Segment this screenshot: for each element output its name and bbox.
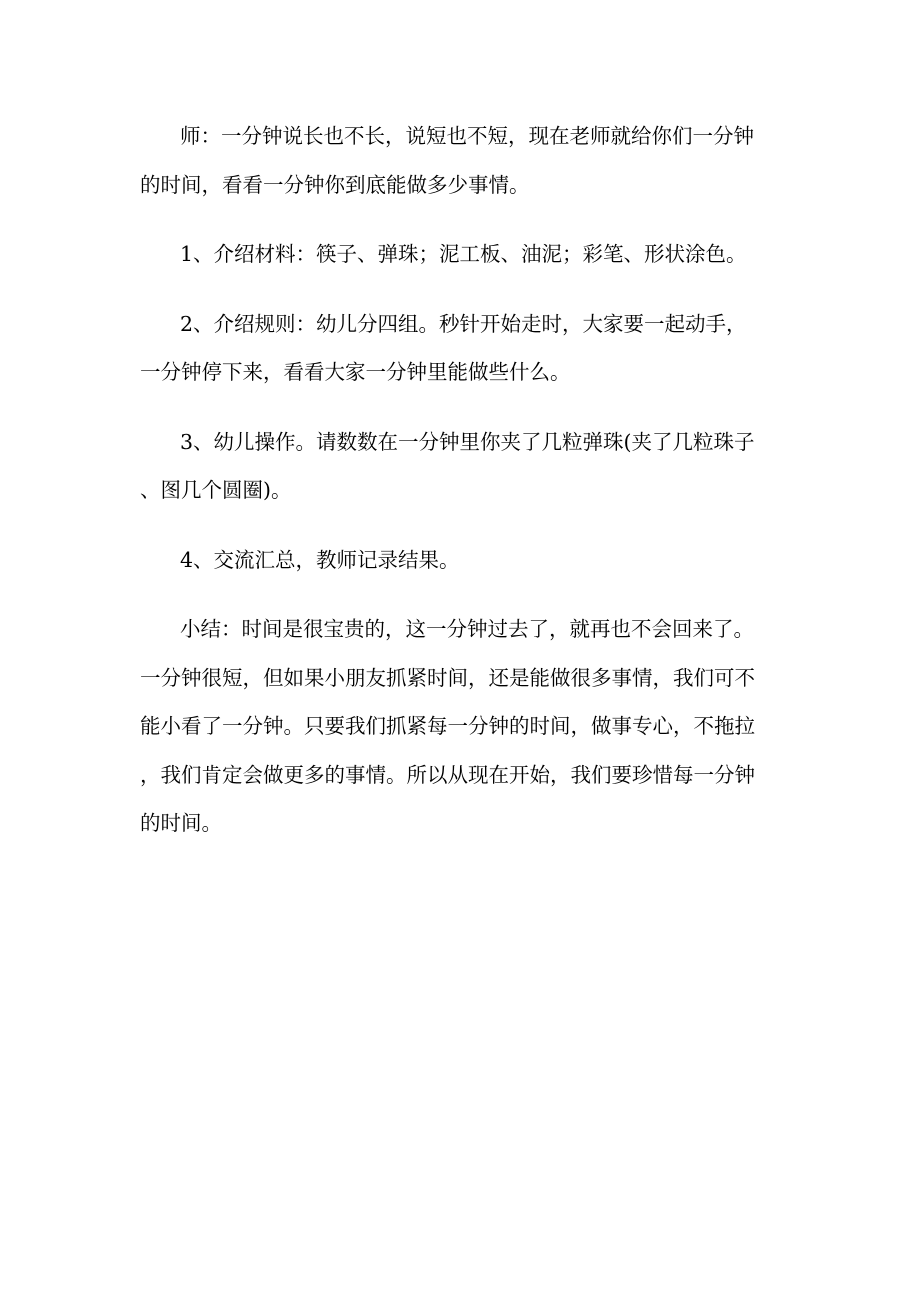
paragraph-line: ，我们肯定会做更多的事情。所以从现在开始，我们要珍惜每一分钟 [140, 762, 755, 787]
paragraph-step-2 [140, 300, 780, 397]
paragraph-step-4 [140, 536, 780, 585]
paragraph-line: 的时间。 [140, 811, 222, 835]
paragraph-line: 4、交流汇总，教师记录结果。 [180, 547, 460, 572]
paragraph-line: 师：一分钟说长也不长，说短也不短，现在老师就给你们一分钟 [180, 124, 754, 148]
paragraph-line: 一分钟停下来，看看大家一分钟里能做些什么。 [140, 360, 571, 384]
paragraph-intro [140, 112, 780, 209]
paragraph-line: 能小看了一分钟。只要我们抓紧每一分钟的时间，做事专心，不拖拉 [140, 714, 755, 738]
paragraph-line: 的时间，看看一分钟你到底能做多少事情。 [140, 172, 530, 197]
paragraph-line: 小结：时间是很宝贵的，这一分钟过去了，就再也不会回来了。 [180, 617, 754, 641]
paragraph-line: 1、介绍材料：筷子、弹珠；泥工板、油泥；彩笔、形状涂色。 [180, 242, 747, 266]
paragraph-line: 2、介绍规则：幼儿分四组。秒针开始走时，大家要一起动手， [180, 311, 747, 336]
paragraph-line: 3、幼儿操作。请数数在一分钟里你夹了几粒弹珠(夹了几粒珠子 [180, 429, 755, 454]
paragraph-line: 一分钟很短，但如果小朋友抓紧时间，还是能做很多事情，我们可不 [140, 665, 755, 690]
paragraph-step-1 [140, 230, 780, 279]
paragraph-summary [140, 605, 780, 848]
paragraph-step-3 [140, 418, 780, 515]
document-body [140, 112, 780, 869]
paragraph-line: 、图几个圆圈)。 [140, 478, 292, 502]
